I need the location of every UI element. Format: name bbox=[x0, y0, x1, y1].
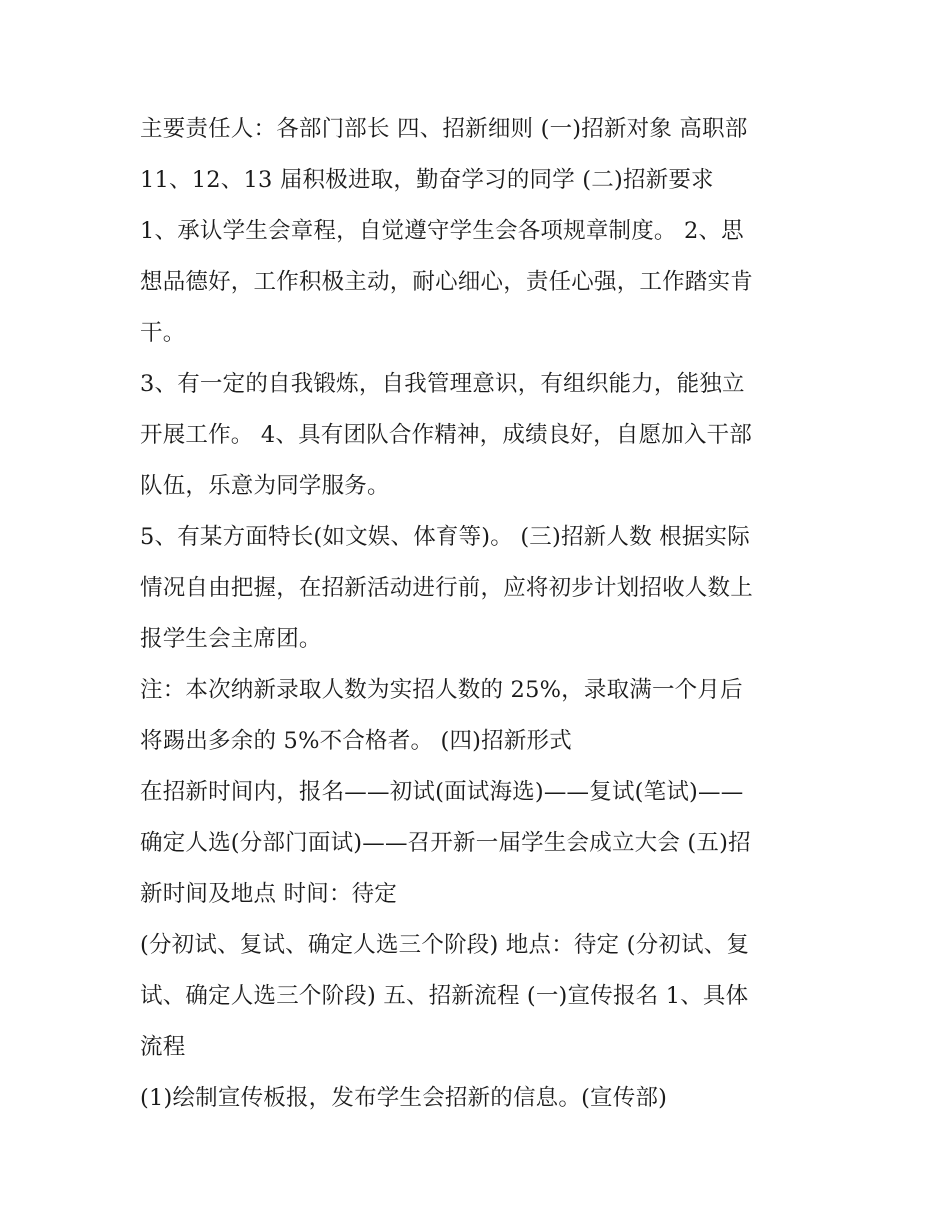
document-body bbox=[140, 104, 820, 1124]
text-line: 将踢出多余的 5%不合格者。 (四)招新形式 bbox=[140, 728, 572, 754]
text-line: 流程 bbox=[140, 1034, 186, 1060]
text-line: 开展工作。 4、具有团队合作精神，成绩良好，自愿加入干部 bbox=[140, 422, 753, 448]
text-line: 新时间及地点 时间：待定 bbox=[140, 881, 398, 907]
text-line: 5、有某方面特长(如文娱、体育等)。 (三)招新人数 根据实际 bbox=[140, 524, 750, 550]
text-line: 干。 bbox=[140, 320, 186, 346]
text-line: 主要责任人：各部门部长 四、招新细则 (一)招新对象 高职部 bbox=[140, 116, 748, 142]
text-line: (1)绘制宣传板报，发布学生会招新的信息。(宣传部) bbox=[140, 1085, 668, 1111]
text-line: 在招新时间内，报名——初试(面试海选)——复试(笔试)—— bbox=[140, 779, 744, 805]
text-line: 确定人选(分部门面试)——召开新一届学生会成立大会 (五)招 bbox=[140, 830, 751, 856]
text-line: 情况自由把握，在招新活动进行前，应将初步计划招收人数上 bbox=[140, 575, 753, 601]
text-line: 1、承认学生会章程，自觉遵守学生会各项规章制度。 2、思 bbox=[140, 218, 744, 244]
text-line: 报学生会主席团。 bbox=[140, 626, 322, 652]
text-line: 3、有一定的自我锻炼，自我管理意识，有组织能力，能独立 bbox=[140, 371, 745, 397]
text-line: 想品德好，工作积极主动，耐心细心，责任心强，工作踏实肯 bbox=[140, 269, 753, 295]
text-line: (分初试、复试、确定人选三个阶段) 地点：待定 (分初试、复 bbox=[140, 932, 750, 958]
text-line: 队伍，乐意为同学服务。 bbox=[140, 473, 390, 499]
text-line: 11、12、13 届积极进取，勤奋学习的同学 (二)招新要求 bbox=[140, 167, 714, 193]
text-line: 注：本次纳新录取人数为实招人数的 25%，录取满一个月后 bbox=[140, 677, 743, 703]
text-line: 试、确定人选三个阶段) 五、招新流程 (一)宣传报名 1、具体 bbox=[140, 983, 749, 1009]
